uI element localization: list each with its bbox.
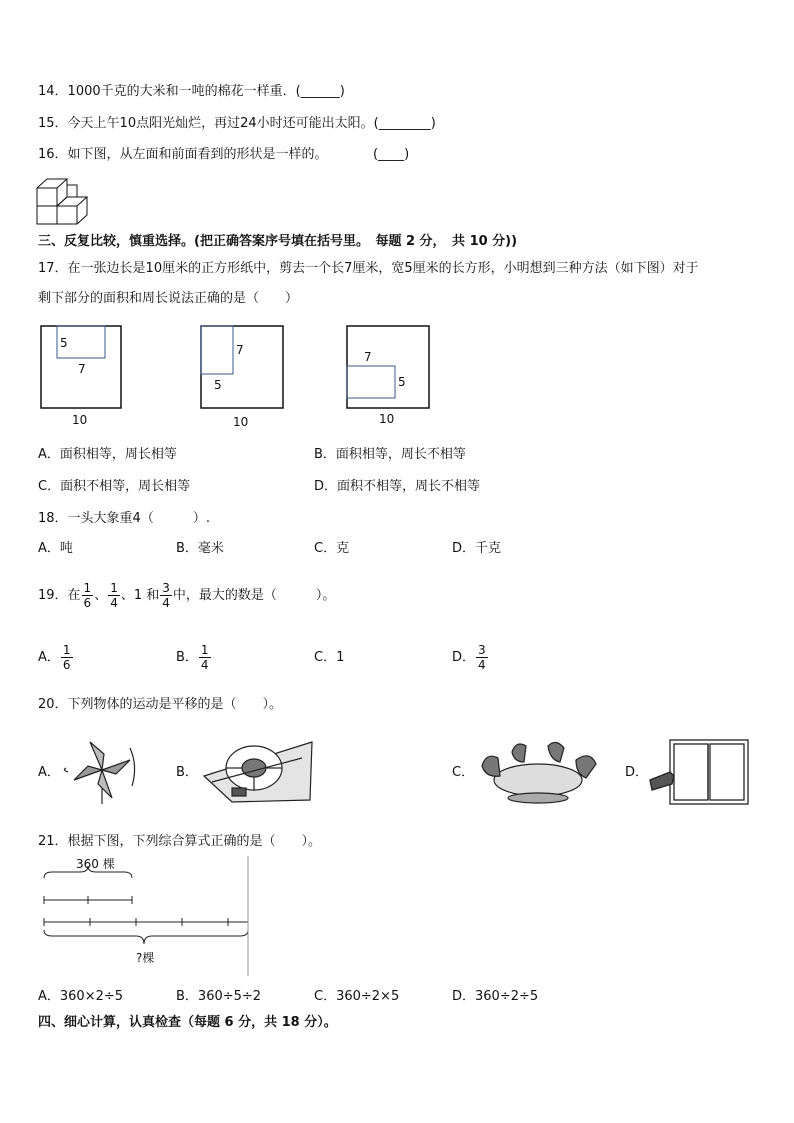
- label-ten: 10: [379, 412, 395, 426]
- label-five: 5: [60, 336, 68, 350]
- q17-option-c[interactable]: C．面积不相等，周长相等: [38, 479, 191, 494]
- q20-option-b-label[interactable]: B．: [176, 765, 198, 780]
- cube-stack-figure: [35, 175, 90, 227]
- q19-prefix: 19．在: [38, 588, 81, 603]
- q21-option-b[interactable]: B．360÷5÷2: [176, 989, 262, 1004]
- question-19: 19．在 $\frac{1}{6}$ 、 $\frac{1}{4}$ 、1 和 $\frac{3}{4}$ 中，最大的数是（ ）。: [38, 581, 336, 610]
- label-unknown-trees: ?棵: [136, 951, 155, 965]
- label-ten: 10: [233, 415, 249, 429]
- q21-segment-diagram: [40, 856, 252, 978]
- q19-option-b[interactable]: B． $\frac{1}{4}$: [176, 643, 209, 672]
- label-seven: 7: [364, 350, 372, 364]
- q19-option-c[interactable]: C．1: [314, 650, 345, 665]
- q18-option-b[interactable]: B．毫米: [176, 541, 224, 556]
- question-14: 14．1000千克的大米和一吨的棉花一样重．(______): [38, 84, 345, 99]
- label-five: 5: [214, 378, 222, 392]
- question-16: 16．如下图，从左面和前面看到的形状是一样的。 (____): [38, 147, 410, 162]
- q18-option-a[interactable]: A．吨: [38, 541, 73, 556]
- section-4-heading: 四、细心计算，认真检查（每题 6 分，共 18 分）。: [38, 1015, 337, 1030]
- q21-option-d[interactable]: D．360÷2÷5: [452, 989, 539, 1004]
- question-20: 20．下列物体的运动是平移的是（ ）。: [38, 697, 283, 712]
- question-17-line-1: 17．在一张边长是10厘米的正方形纸中，剪去一个长7厘米，宽5厘米的长方形，小明想到三种方法（如下图）对于: [38, 261, 699, 276]
- question-17-line-2: 剩下部分的面积和周长说法正确的是（ ）: [38, 291, 299, 306]
- question-21: 21．根据下图，下列综合算式正确的是（ ）。: [38, 834, 322, 849]
- q17-figure-a: [36, 322, 126, 430]
- q19-option-a[interactable]: A． $\frac{1}{6}$: [38, 643, 71, 672]
- fraction-three-quarters: $\frac{3}{4}$: [162, 581, 170, 610]
- q21-option-a[interactable]: A．360×2÷5: [38, 989, 124, 1004]
- sliding-window-image[interactable]: [648, 736, 752, 808]
- pinwheel-image[interactable]: [60, 736, 138, 806]
- label-seven: 7: [78, 362, 86, 376]
- fraction-one-quarter: $\frac{1}{4}$: [110, 581, 118, 610]
- q17-figure-c: [342, 322, 434, 430]
- label-seven: 7: [236, 343, 244, 357]
- q18-option-d[interactable]: D．千克: [452, 541, 502, 556]
- question-15: 15．今天上午10点阳光灿烂，再过24小时还可能出太阳。(________): [38, 116, 436, 131]
- q19-option-d[interactable]: D． $\frac{3}{4}$: [452, 643, 486, 672]
- section-3-heading: 三、反复比较，慎重选择。(把正确答案序号填在括号里。 每题 2 分， 共 10 分)): [38, 234, 518, 249]
- spinning-ride-image[interactable]: [476, 738, 602, 806]
- question-18: 18．一头大象重4（ ）.: [38, 511, 210, 526]
- label-ten: 10: [72, 413, 88, 427]
- q20-option-c-label[interactable]: C．: [452, 765, 475, 780]
- q17-option-d[interactable]: D．面积不相等，周长不相等: [314, 479, 481, 494]
- steering-wheel-image[interactable]: [202, 738, 314, 804]
- q17-option-a[interactable]: A．面积相等，周长相等: [38, 447, 177, 462]
- q21-option-c[interactable]: C．360÷2×5: [314, 989, 400, 1004]
- q20-option-d-label[interactable]: D．: [625, 765, 649, 780]
- label-360-trees: 360 棵: [76, 857, 115, 871]
- q18-option-c[interactable]: C．克: [314, 541, 350, 556]
- fraction-one-sixth: $\frac{1}{6}$: [83, 581, 92, 610]
- label-five: 5: [398, 375, 406, 389]
- q17-option-b[interactable]: B．面积相等，周长不相等: [314, 447, 466, 462]
- q20-option-a-label[interactable]: A．: [38, 765, 60, 780]
- q17-figure-b: [196, 322, 288, 432]
